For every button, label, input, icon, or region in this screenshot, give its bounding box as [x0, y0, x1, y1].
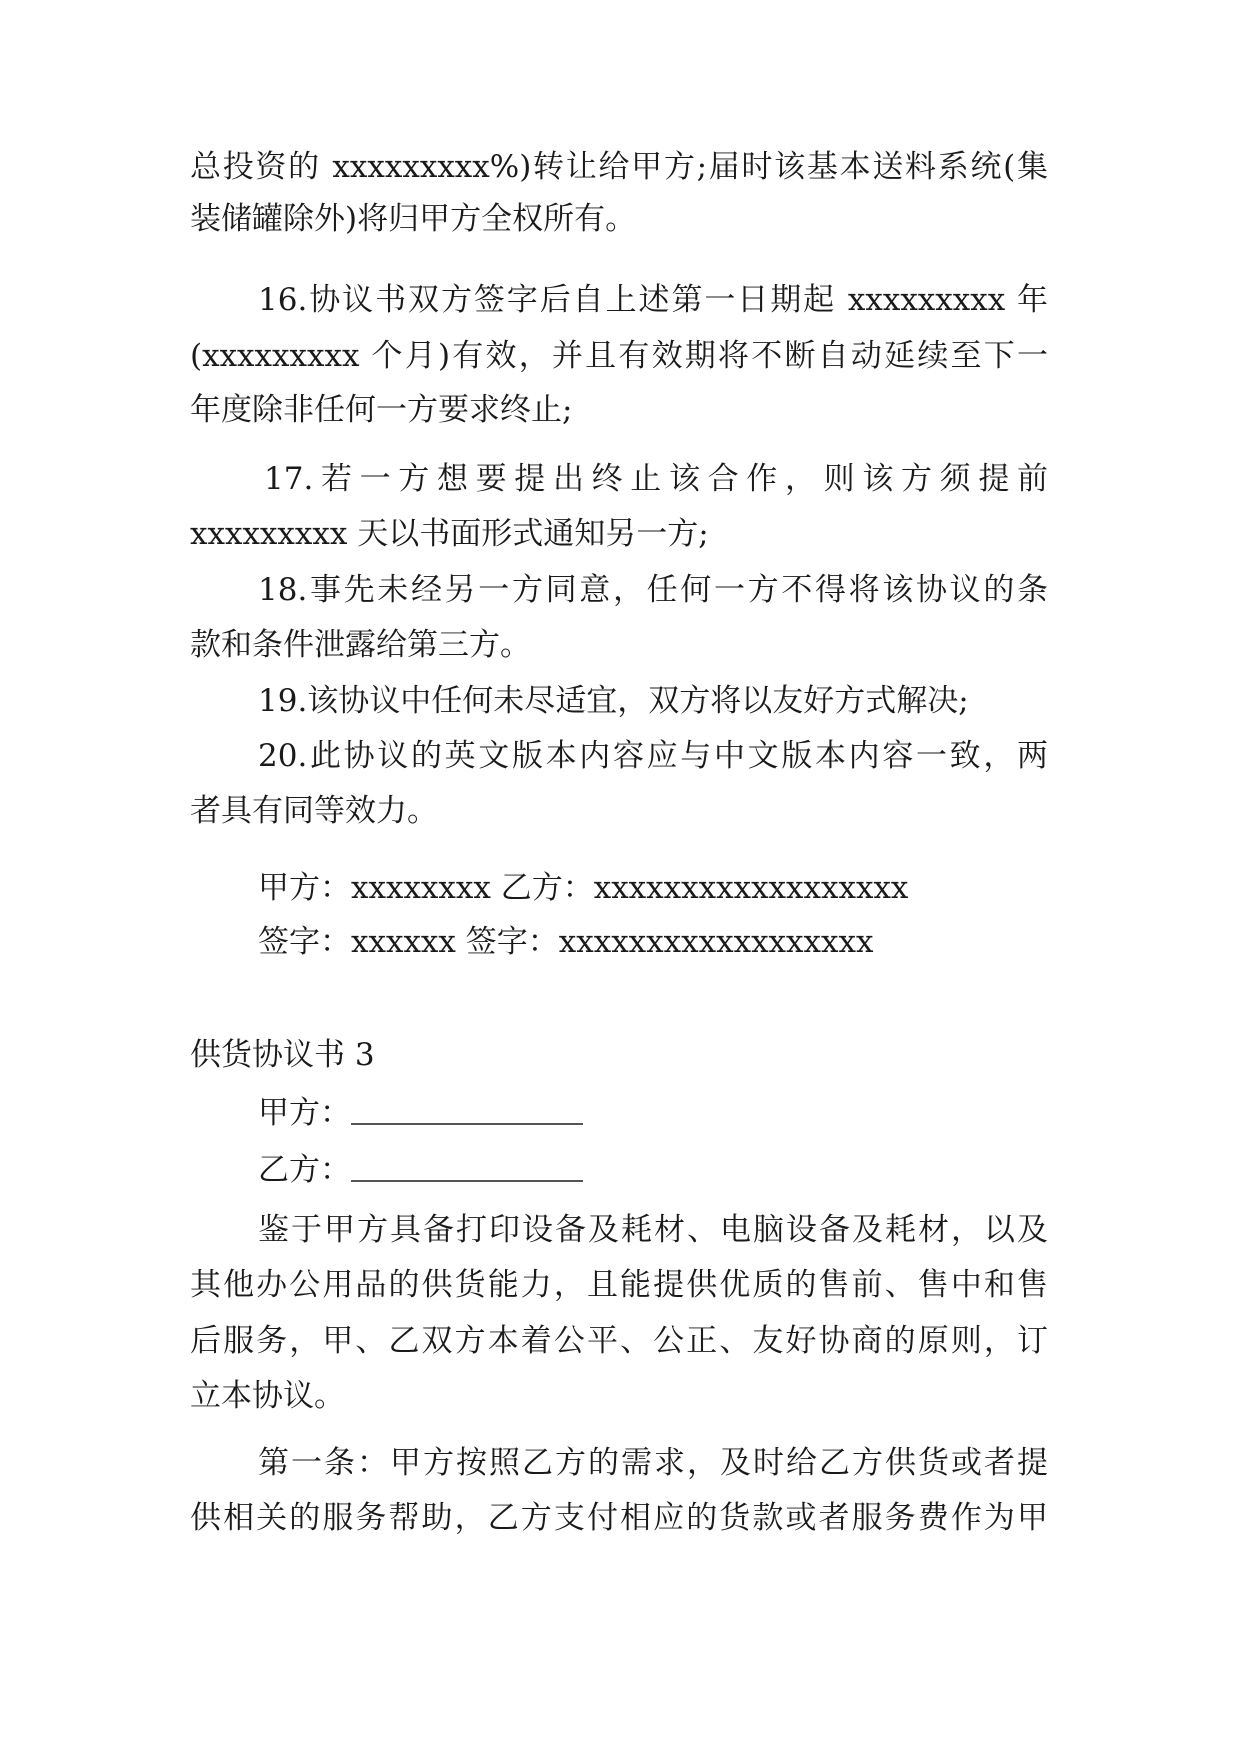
- party-a-field: [258, 1093, 1048, 1133]
- clause-20-line: 20.此协议的英文版本内容应与中文版本内容一致，两: [258, 738, 1048, 774]
- section-title: 供货协议书 3: [190, 1037, 375, 1073]
- text-line: 后服务，甲、乙双方本着公平、公正、友好协商的原则，订: [190, 1323, 1048, 1359]
- text-line: 供相关的服务帮助，乙方支付相应的货款或者服务费作为甲: [190, 1500, 1048, 1536]
- parties-line: 甲方：xxxxxxxx 乙方：xxxxxxxxxxxxxxxxxx: [258, 870, 909, 906]
- text-line: 者具有同等效力。: [190, 793, 438, 829]
- party-a-blank: [351, 1095, 583, 1125]
- text-line: xxxxxxxxx 天以书面形式通知另一方;: [190, 516, 709, 552]
- clause-16-line: 16.协议书双方签字后自上述第一日期起 xxxxxxxxx 年: [258, 282, 1048, 318]
- text-line: 款和条件泄露给第三方。: [190, 627, 531, 663]
- text-line: 总投资的 xxxxxxxxx%)转让给甲方;届时该基本送料系统(集: [190, 149, 1048, 185]
- party-a-label: 甲方：: [258, 1095, 351, 1131]
- party-b-label: 乙方：: [258, 1152, 351, 1188]
- text-line: 其他办公用品的供货能力，且能提供优质的售前、售中和售: [190, 1267, 1048, 1303]
- text-line: 年度除非任何一方要求终止;: [190, 392, 573, 428]
- signature-line: 签字：xxxxxx 签字：xxxxxxxxxxxxxxxxxx: [258, 924, 874, 960]
- article-1-line: 第一条：甲方按照乙方的需求，及时给乙方供货或者提: [258, 1445, 1048, 1481]
- clause-17-line: 17.若一方想要提出终止该合作，则该方须提前: [264, 461, 1048, 497]
- clause-18-line: 18.事先未经另一方同意，任何一方不得将该协议的条: [258, 572, 1048, 608]
- party-b-field: [258, 1150, 1048, 1190]
- party-b-blank: [351, 1152, 583, 1182]
- text-line: (xxxxxxxxx 个月)有效，并且有效期将不断自动延续至下一: [190, 338, 1048, 374]
- clause-19-line: 19.该协议中任何未尽适宜，双方将以友好方式解决;: [258, 683, 969, 719]
- preamble-line: 鉴于甲方具备打印设备及耗材、电脑设备及耗材，以及: [258, 1212, 1048, 1248]
- text-line: 立本协议。: [190, 1378, 345, 1414]
- text-line: 装储罐除外)将归甲方全权所有。: [190, 201, 637, 237]
